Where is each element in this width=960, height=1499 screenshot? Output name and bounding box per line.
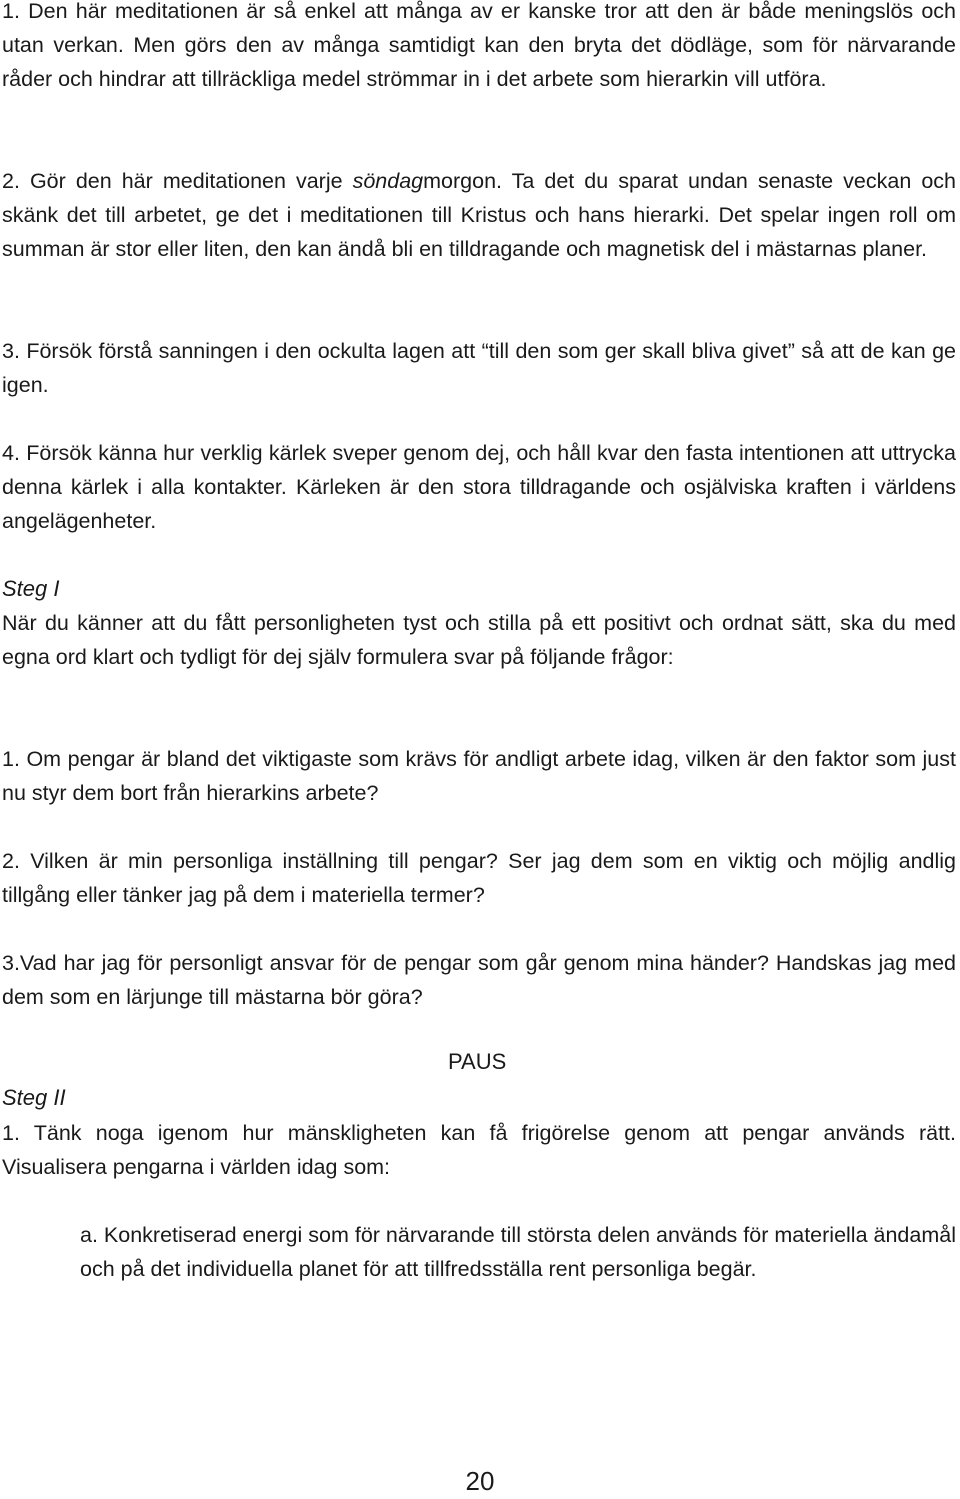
page-number: 20 bbox=[465, 1466, 495, 1496]
paragraph-2 bbox=[2, 164, 956, 266]
paragraph-1: 1. Den här meditationen är så enkel att många av er kanske tror att den är både meningslös och utan verkan. Men görs den av många samtidigt kan den bryta det dödläge, som för närvarande råder och hindrar att tillräckliga medel strömmar in i det arbete som hierarkin vill utföra. bbox=[2, 0, 956, 91]
pause-label: PAUS bbox=[448, 1049, 507, 1074]
paragraph-3: 3. Försök förstå sanningen i den ockulta lagen att “till den som ger skall bliva givet” så att de kan ge igen. bbox=[2, 339, 956, 397]
paragraph-2-rest: morgon. Ta det du sparat undan senaste veckan och skänk det till arbetet, ge det i meditationen till Kristus och hans hierarki. Det spelar ingen roll om summan är stor eller liten, den kan ändå bli en tilldragande och magnetisk del i mästarnas planer. bbox=[2, 169, 956, 261]
step-1-question-3: 3.Vad har jag för personligt ansvar för de pengar som går genom mina händer? Handskas jag med dem som en lärjunge till mästarna bör göra? bbox=[2, 951, 956, 1009]
step-1-question-1: 1. Om pengar är bland det viktigaste som krävs för andligt arbete idag, vilken är den faktor som just nu styr dem bort från hierarkins arbete? bbox=[2, 747, 956, 805]
step-1-question-2: 2. Vilken är min personliga inställning till pengar? Ser jag dem som en viktig och möjlig andlig tillgång eller tänker jag på dem i materiella termer? bbox=[2, 849, 956, 907]
paragraph-2-emphasis: söndag bbox=[352, 169, 424, 193]
step-1-intro: När du känner att du fått personligheten tyst och stilla på ett positivt och ordnat sätt, ska du med egna ord klart och tydligt för dej själv formulera svar på följande frågor: bbox=[2, 611, 956, 669]
step-2-item-1: 1. Tänk noga igenom hur mänskligheten kan få frigörelse genom att pengar används rätt. Visualisera pengarna i världen idag som: bbox=[2, 1121, 956, 1179]
paragraph-4: 4. Försök känna hur verklig kärlek sveper genom dej, och håll kvar den fasta intentionen att uttrycka denna kärlek i alla kontakter. Kärleken är den stora tilldragande och osjälviska kraften i världens angelägenheter. bbox=[2, 441, 956, 533]
step-1-heading: Steg I bbox=[2, 576, 60, 601]
paragraph-2-start: 2. Gör den här meditationen varje bbox=[2, 169, 353, 193]
step-2-heading: Steg II bbox=[2, 1085, 66, 1110]
step-2-sub-item-a: a. Konkretiserad energi som för närvarande till största delen används för materiella ändamål och på det individuella planet för att tillfredsställa rent personliga begär. bbox=[80, 1223, 956, 1281]
